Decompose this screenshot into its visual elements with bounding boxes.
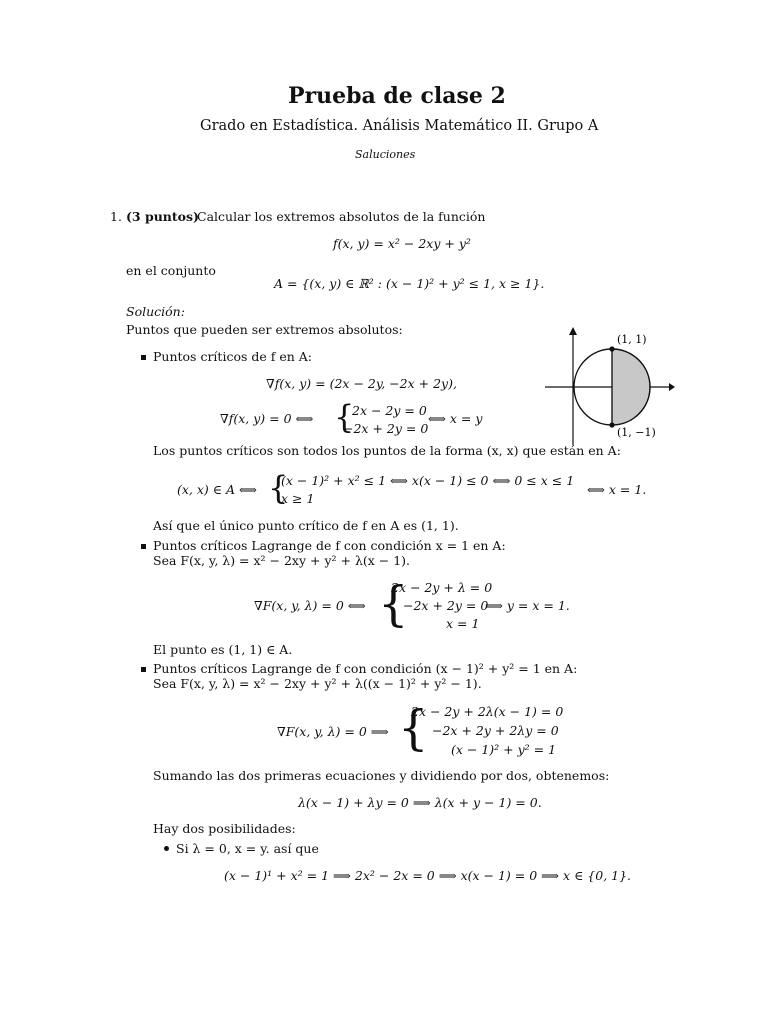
y-axis-arrow — [569, 327, 577, 335]
label-point-bottom: (1, −1) — [617, 426, 656, 439]
function-definition: f(x, y) = x² − 2xy + y² — [333, 236, 471, 251]
page-subtitle: Grado en Estadística. Análisis Matemático II. Grupo A — [200, 118, 599, 134]
system1-brace: { — [334, 398, 355, 436]
system1-eq2: −2x + 2y = 0 — [343, 421, 429, 436]
case1-bullet — [164, 846, 169, 851]
lagrange2-eq1: 2x − 2y + 2λ(x − 1) = 0 — [411, 704, 564, 719]
critical-conclusion: Así que el único punto crítico de f en A es (1, 1). — [153, 518, 459, 533]
lagrange1-point: El punto es (1, 1) ∈ A. — [153, 642, 293, 657]
cases-intro: Hay dos posibilidades: — [153, 821, 296, 836]
lagrange2-heading: Puntos críticos Lagrange de f con condición (x − 1)² + y² = 1 en A: — [153, 661, 578, 676]
solutions-label: Saluciones — [355, 148, 416, 161]
lagrange2-lhs: ∇F(x, y, λ) = 0 ⟹ — [277, 724, 389, 739]
bullet-lagrange-1 — [141, 544, 146, 549]
condition-rhs: ⟺ x = 1. — [587, 482, 647, 497]
set-definition: A = {(x, y) ∈ ℝ² : (x − 1)² + y² ≤ 1, x ≥ 1}. — [274, 276, 545, 291]
condition-lhs: (x, x) ∈ A ⟺ — [177, 482, 257, 497]
condition-eq1: (x − 1)² + x² ≤ 1 ⟺ x(x − 1) ≤ 0 ⟺ 0 ≤ x ≤ 1 — [281, 473, 575, 488]
lagrange2-brace: { — [398, 700, 429, 756]
lagrange1-eq3: x = 1 — [446, 616, 480, 631]
system1-lhs: ∇f(x, y) = 0 ⟺ — [220, 411, 314, 426]
lagrange1-brace: { — [378, 576, 409, 632]
case1-text: Si λ = 0, x = y. así que — [176, 841, 319, 856]
bullet-critical — [141, 355, 146, 360]
bullet-lagrange-2 — [141, 667, 146, 672]
critical-heading: Puntos críticos de f en A: — [153, 349, 312, 364]
lagrange1-definition: Sea F(x, y, λ) = x² − 2xy + y² + λ(x − 1). — [153, 553, 411, 568]
problem-number: 1. — [110, 209, 122, 224]
lagrange1-heading: Puntos críticos Lagrange de f con condición x = 1 en A: — [153, 538, 506, 553]
x-axis-arrow — [669, 383, 675, 391]
solution-label: Solución: — [126, 304, 185, 319]
lagrange1-eq2: −2x + 2y = 0 — [403, 598, 489, 613]
region-figure — [545, 325, 675, 445]
point-1-1 — [609, 346, 614, 351]
lagrange2-eq2: −2x + 2y + 2λy = 0 — [432, 723, 559, 738]
case1-equation: (x − 1)¹ + x² = 1 ⟹ 2x² − 2x = 0 ⟹ x(x − 1) = 0 ⟹ x ∈ {0, 1}. — [224, 868, 632, 883]
page-title: Prueba de clase 2 — [288, 83, 506, 109]
lagrange1-rhs: ⟹ y = x = 1. — [485, 598, 570, 613]
critical-note: Los puntos críticos son todos los puntos de la forma (x, x) que están en A: — [153, 443, 621, 458]
solution-intro: Puntos que pueden ser extremos absolutos: — [126, 322, 403, 337]
set-intro: en el conjunto — [126, 263, 216, 278]
condition-brace: { — [268, 469, 289, 507]
system1-rhs: ⟺ x = y — [428, 411, 483, 426]
lagrange1-lhs: ∇F(x, y, λ) = 0 ⟺ — [254, 598, 366, 613]
lagrange2-eq3: (x − 1)² + y² = 1 — [451, 742, 557, 757]
label-point-top: (1, 1) — [617, 333, 647, 346]
lagrange2-sum-note: Sumando las dos primeras ecuaciones y dividiendo por dos, obtenemos: — [153, 768, 610, 783]
shaded-half-disk — [612, 349, 650, 425]
problem-statement: Calcular los extremos absolutos de la función — [197, 209, 486, 224]
lagrange2-sum-equation: λ(x − 1) + λy = 0 ⟹ λ(x + y − 1) = 0. — [298, 795, 542, 810]
gradient-expression: ∇f(x, y) = (2x − 2y, −2x + 2y), — [266, 376, 457, 391]
problem-points: (3 puntos) — [126, 209, 199, 224]
system1-eq1: 2x − 2y = 0 — [352, 403, 427, 418]
lagrange1-eq1: 2x − 2y + λ = 0 — [391, 580, 493, 595]
point-1-minus1 — [609, 422, 614, 427]
lagrange2-definition: Sea F(x, y, λ) = x² − 2xy + y² + λ((x − 1)² + y² − 1). — [153, 676, 482, 691]
condition-eq2: x ≥ 1 — [281, 491, 315, 506]
